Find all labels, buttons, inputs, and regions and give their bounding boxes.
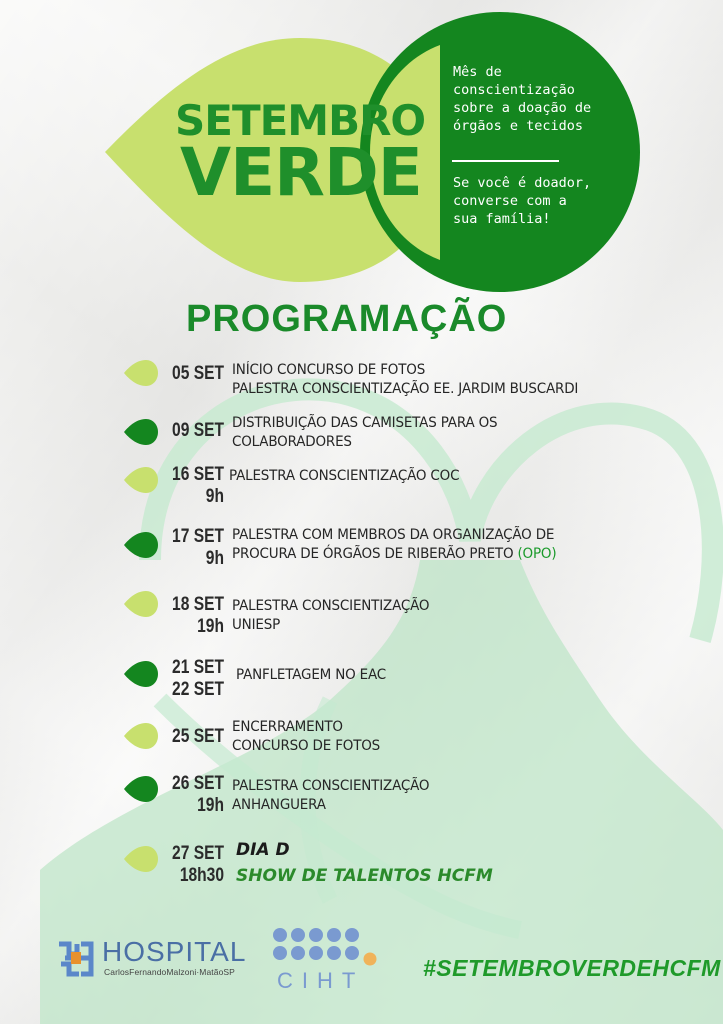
- event-date: 18 SET 19h: [172, 594, 224, 637]
- title-setembro: SETEMBRO: [175, 96, 426, 145]
- event-date: 21 SET 22 SET: [172, 657, 224, 700]
- show-de-talentos: SHOW DE TALENTOS HCFM: [236, 866, 493, 886]
- event-description: DISTRIBUIÇÃO DAS CAMISETAS PARA OS COLABORADORES: [232, 415, 498, 450]
- hashtag: #SETEMBROVERDEHCFM: [423, 955, 721, 981]
- event-description: INÍCIO CONCURSO DE FOTOS PALESTRA CONSCIENTIZAÇÃO EE. JARDIM BUSCARDI: [232, 362, 579, 397]
- awareness-text: Mês de conscientização sobre a doação de órgãos e tecidos: [453, 64, 592, 134]
- event-date: 25 SET: [172, 726, 224, 747]
- event-description: PALESTRA CONSCIENTIZAÇÃO ANHANGUERA: [232, 778, 430, 813]
- circle-divider: [452, 160, 559, 162]
- event-description: PALESTRA CONSCIENTIZAÇÃO UNIESP: [232, 598, 430, 633]
- section-title: PROGRAMAÇÃO: [186, 298, 508, 340]
- event-date: 16 SET 9h: [172, 464, 224, 507]
- event-date: 26 SET 19h: [172, 773, 224, 816]
- event-description: PALESTRA CONSCIENTIZAÇÃO COC: [229, 468, 460, 484]
- opo-highlight: (OPO): [517, 546, 557, 562]
- dia-d-label: DIA D: [236, 840, 290, 860]
- event-date: 17 SET 9h: [172, 526, 224, 569]
- event-date: 05 SET: [172, 363, 224, 384]
- event-description: PALESTRA COM MEMBROS DA ORGANIZAÇÃO DE PROCURA DE ÓRGÃOS DE RIBERÃO PRETO (OPO): [232, 527, 557, 562]
- title-verde: VERDE: [180, 134, 422, 211]
- hospital-logo-icon: [57, 938, 99, 980]
- event-date: 09 SET: [172, 420, 224, 441]
- ciht-name: CIHT: [277, 968, 365, 993]
- ciht-logo-dots: [270, 927, 380, 969]
- event-description: PANFLETAGEM NO EAC: [236, 667, 387, 683]
- donor-message: Se você é doador, converse com a sua família!: [453, 175, 592, 227]
- event-date: 27 SET 18h30: [172, 843, 224, 886]
- event-description: ENCERRAMENTO CONCURSO DE FOTOS: [232, 719, 381, 754]
- hospital-subtitle: CarlosFernandoMalzoni·MatãoSP: [104, 967, 235, 977]
- hospital-name: HOSPITAL: [102, 936, 247, 967]
